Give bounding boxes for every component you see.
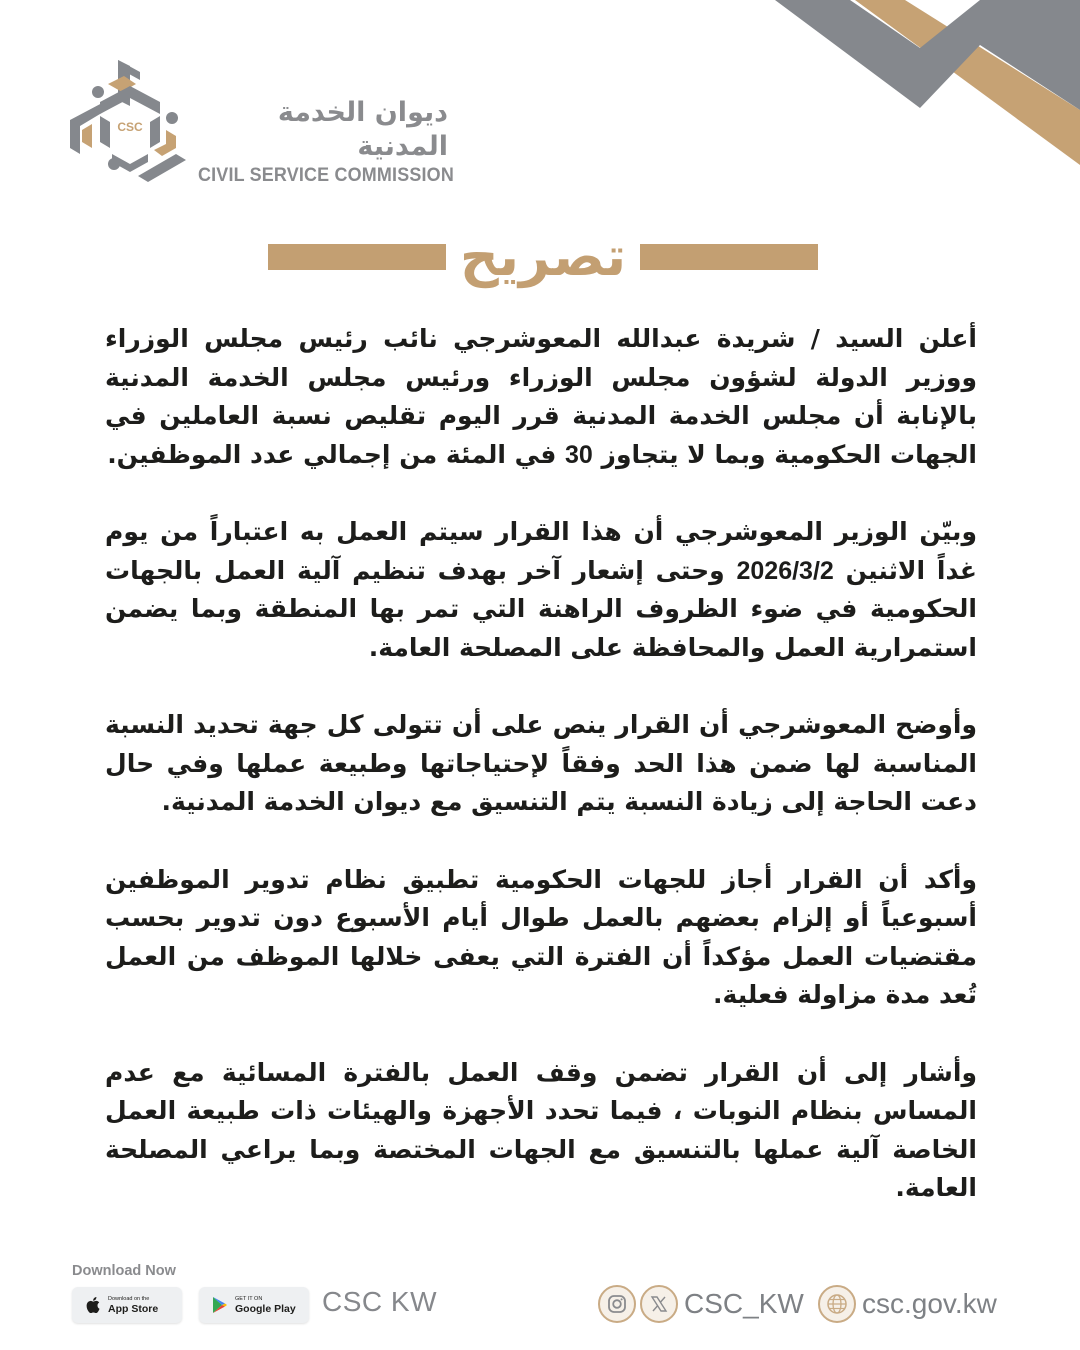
corner-decoration (760, 0, 1080, 180)
highlighted-number: 30 (565, 440, 593, 469)
paragraph-4: وأكد أن القرار أجاز للجهات الحكومية تطبيق نظام تدوير الموظفين أسبوعياً أو إلزام بعضهم بالعمل طوال أيام الأسبوع دون تدوير بحسب مقتضيات العمل مؤكداً أن الفترة التي يعفى خلالها الموظف من العمل تُعد مدة مزاولة فعلية. (105, 864, 977, 1009)
brand-name-english: CIVIL SERVICE COMMISSION (198, 164, 454, 186)
website-group (818, 1285, 997, 1323)
brand-name (198, 96, 454, 186)
download-label: Download Now (72, 1263, 176, 1279)
x-icon[interactable] (640, 1285, 678, 1323)
highlighted-date: 2026/3/2 (736, 556, 834, 585)
google-play-text (235, 1296, 296, 1315)
paragraph-text: في المئة من إجمالي عدد الموظفين. (107, 439, 566, 469)
google-play-icon (213, 1297, 227, 1313)
app-handle: CSC KW (322, 1286, 437, 1317)
apple-icon (86, 1297, 100, 1313)
website-link[interactable]: csc.gov.kw (862, 1288, 997, 1319)
paragraph-1 (105, 320, 977, 474)
social-group (598, 1285, 804, 1323)
app-store-big-label: App Store (108, 1302, 159, 1315)
csc-logo-icon (68, 58, 192, 182)
paragraph-2 (105, 513, 977, 667)
google-play-small-label: GET IT ON (235, 1295, 263, 1302)
title-bar-right (640, 244, 818, 270)
brand-name-arabic: ديوان الخدمة المدنية (277, 97, 448, 162)
app-store-small-label: Download on the (108, 1295, 150, 1302)
paragraph-text: أعلن السيد / شريدة عبدالله المعوشرجي نائب رئيس مجلس الوزراء ووزير الدولة لشؤون مجلس الوزراء ورئيس مجلس الخدمة المدنية بالإنابة أن مجلس الخدمة المدنية قرر اليوم تقليص نسبة العاملين في الجهات الحكومية وبما لا يتجاوز (105, 324, 977, 469)
page-title: تصريح (459, 225, 627, 288)
paragraph-3: وأوضح المعوشرجي أن القرار ينص على أن تتولى كل جهة تحديد النسبة المناسبة لها ضمن هذا الحد وفقاً لإحتياجاتها وطبيعة عملها وفي حال دعت الحاجة إلى زيادة النسبة يتم التنسيق مع ديوان الخدمة المدنية. (105, 710, 977, 816)
app-store-button[interactable] (72, 1287, 182, 1323)
google-play-big-label: Google Play (235, 1302, 296, 1315)
instagram-icon[interactable] (598, 1285, 636, 1323)
social-handle[interactable]: CSC_KW (684, 1288, 804, 1319)
svg-text:CSC: CSC (117, 120, 143, 134)
statement-body (105, 320, 977, 1247)
paragraph-5: وأشار إلى أن القرار تضمن وقف العمل بالفترة المسائية مع عدم المساس بنظام النوبات ، فيما تحدد الأجهزة والهيئات ذات طبيعة العمل الخاصة آلية عملها بالتنسيق مع الجهات المختصة وبما يراعي المصلحة العامة. (105, 1057, 977, 1202)
google-play-button[interactable] (199, 1287, 309, 1323)
title-bar-left (268, 244, 446, 270)
globe-icon (818, 1285, 856, 1323)
app-store-text (108, 1296, 158, 1315)
paragraph-text: وحتى إشعار آخر بهدف تنظيم آلية العمل بالجهات الحكومية في ضوء الظروف الراهنة التي تمر بها المنطقة وبما يضمن استمرارية العمل والمحافظة على المصلحة العامة. (105, 555, 977, 662)
title-row (268, 222, 818, 292)
paragraph-text: وبيّن الوزير المعوشرجي أن هذا القرار سيتم العمل به اعتباراً من يوم غداً الاثنين (105, 517, 977, 585)
